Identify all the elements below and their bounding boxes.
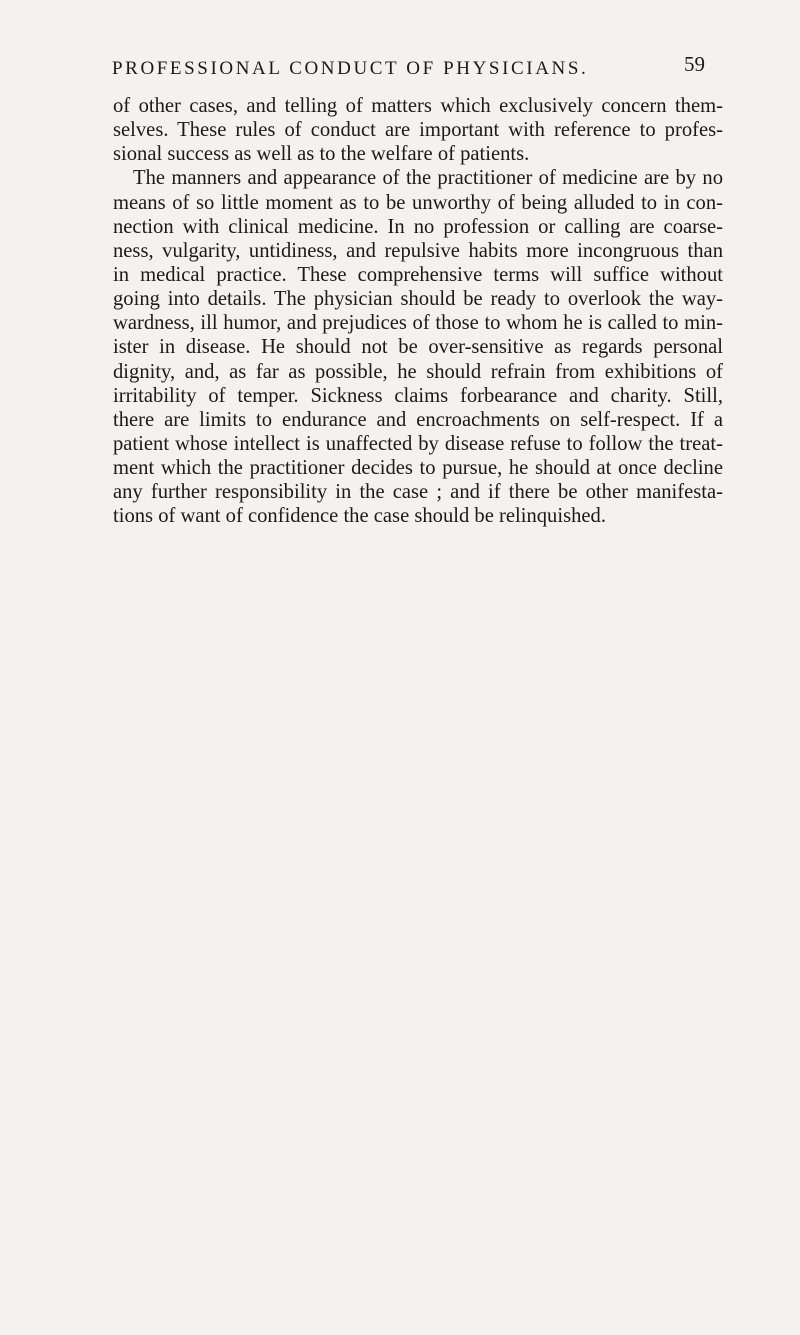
text-line: dignity, and, as far as possible, he should refrain from exhibitions of: [113, 360, 723, 383]
text-line: there are limits to endurance and encroachments on self-respect. If a: [113, 408, 723, 431]
text-line: selves. These rules of conduct are important with reference to profes-: [113, 119, 723, 142]
page-number: 59: [684, 52, 705, 76]
text-line: ister in disease. He should not be over-sensitive as regards personal: [113, 336, 723, 359]
text-line: The manners and appearance of the practitioner of medicine are by no: [133, 167, 723, 190]
text-line: any further responsibility in the case ; and if there be other manifesta-: [113, 481, 723, 504]
text-line: sional success as well as to the welfare of patients.: [113, 143, 530, 166]
text-line: of other cases, and telling of matters which exclusively concern them-: [113, 95, 723, 117]
text-line: means of so little moment as to be unworthy of being alluded to in con-: [113, 191, 723, 214]
text-line: going into details. The physician should be ready to overlook the way-: [113, 288, 723, 311]
text-line: tions of want of confidence the case should be relinquished.: [113, 505, 606, 528]
text-line: in medical practice. These comprehensive terms will suffice without: [113, 263, 723, 286]
text-line: wardness, ill humor, and prejudices of those to whom he is called to min-: [113, 312, 723, 335]
running-title: PROFESSIONAL CONDUCT OF PHYSICIANS.: [112, 58, 589, 79]
body-text: [113, 94, 723, 529]
text-line: nection with clinical medicine. In no profession or calling are coarse-: [113, 215, 723, 238]
text-line: patient whose intellect is unaffected by disease refuse to follow the treat-: [113, 432, 723, 455]
text-line: ness, vulgarity, untidiness, and repulsive habits more incongruous than: [113, 239, 723, 262]
text-line: ment which the practitioner decides to pursue, he should at once decline: [113, 457, 723, 480]
text-line: irritability of temper. Sickness claims forbearance and charity. Still,: [113, 384, 723, 407]
